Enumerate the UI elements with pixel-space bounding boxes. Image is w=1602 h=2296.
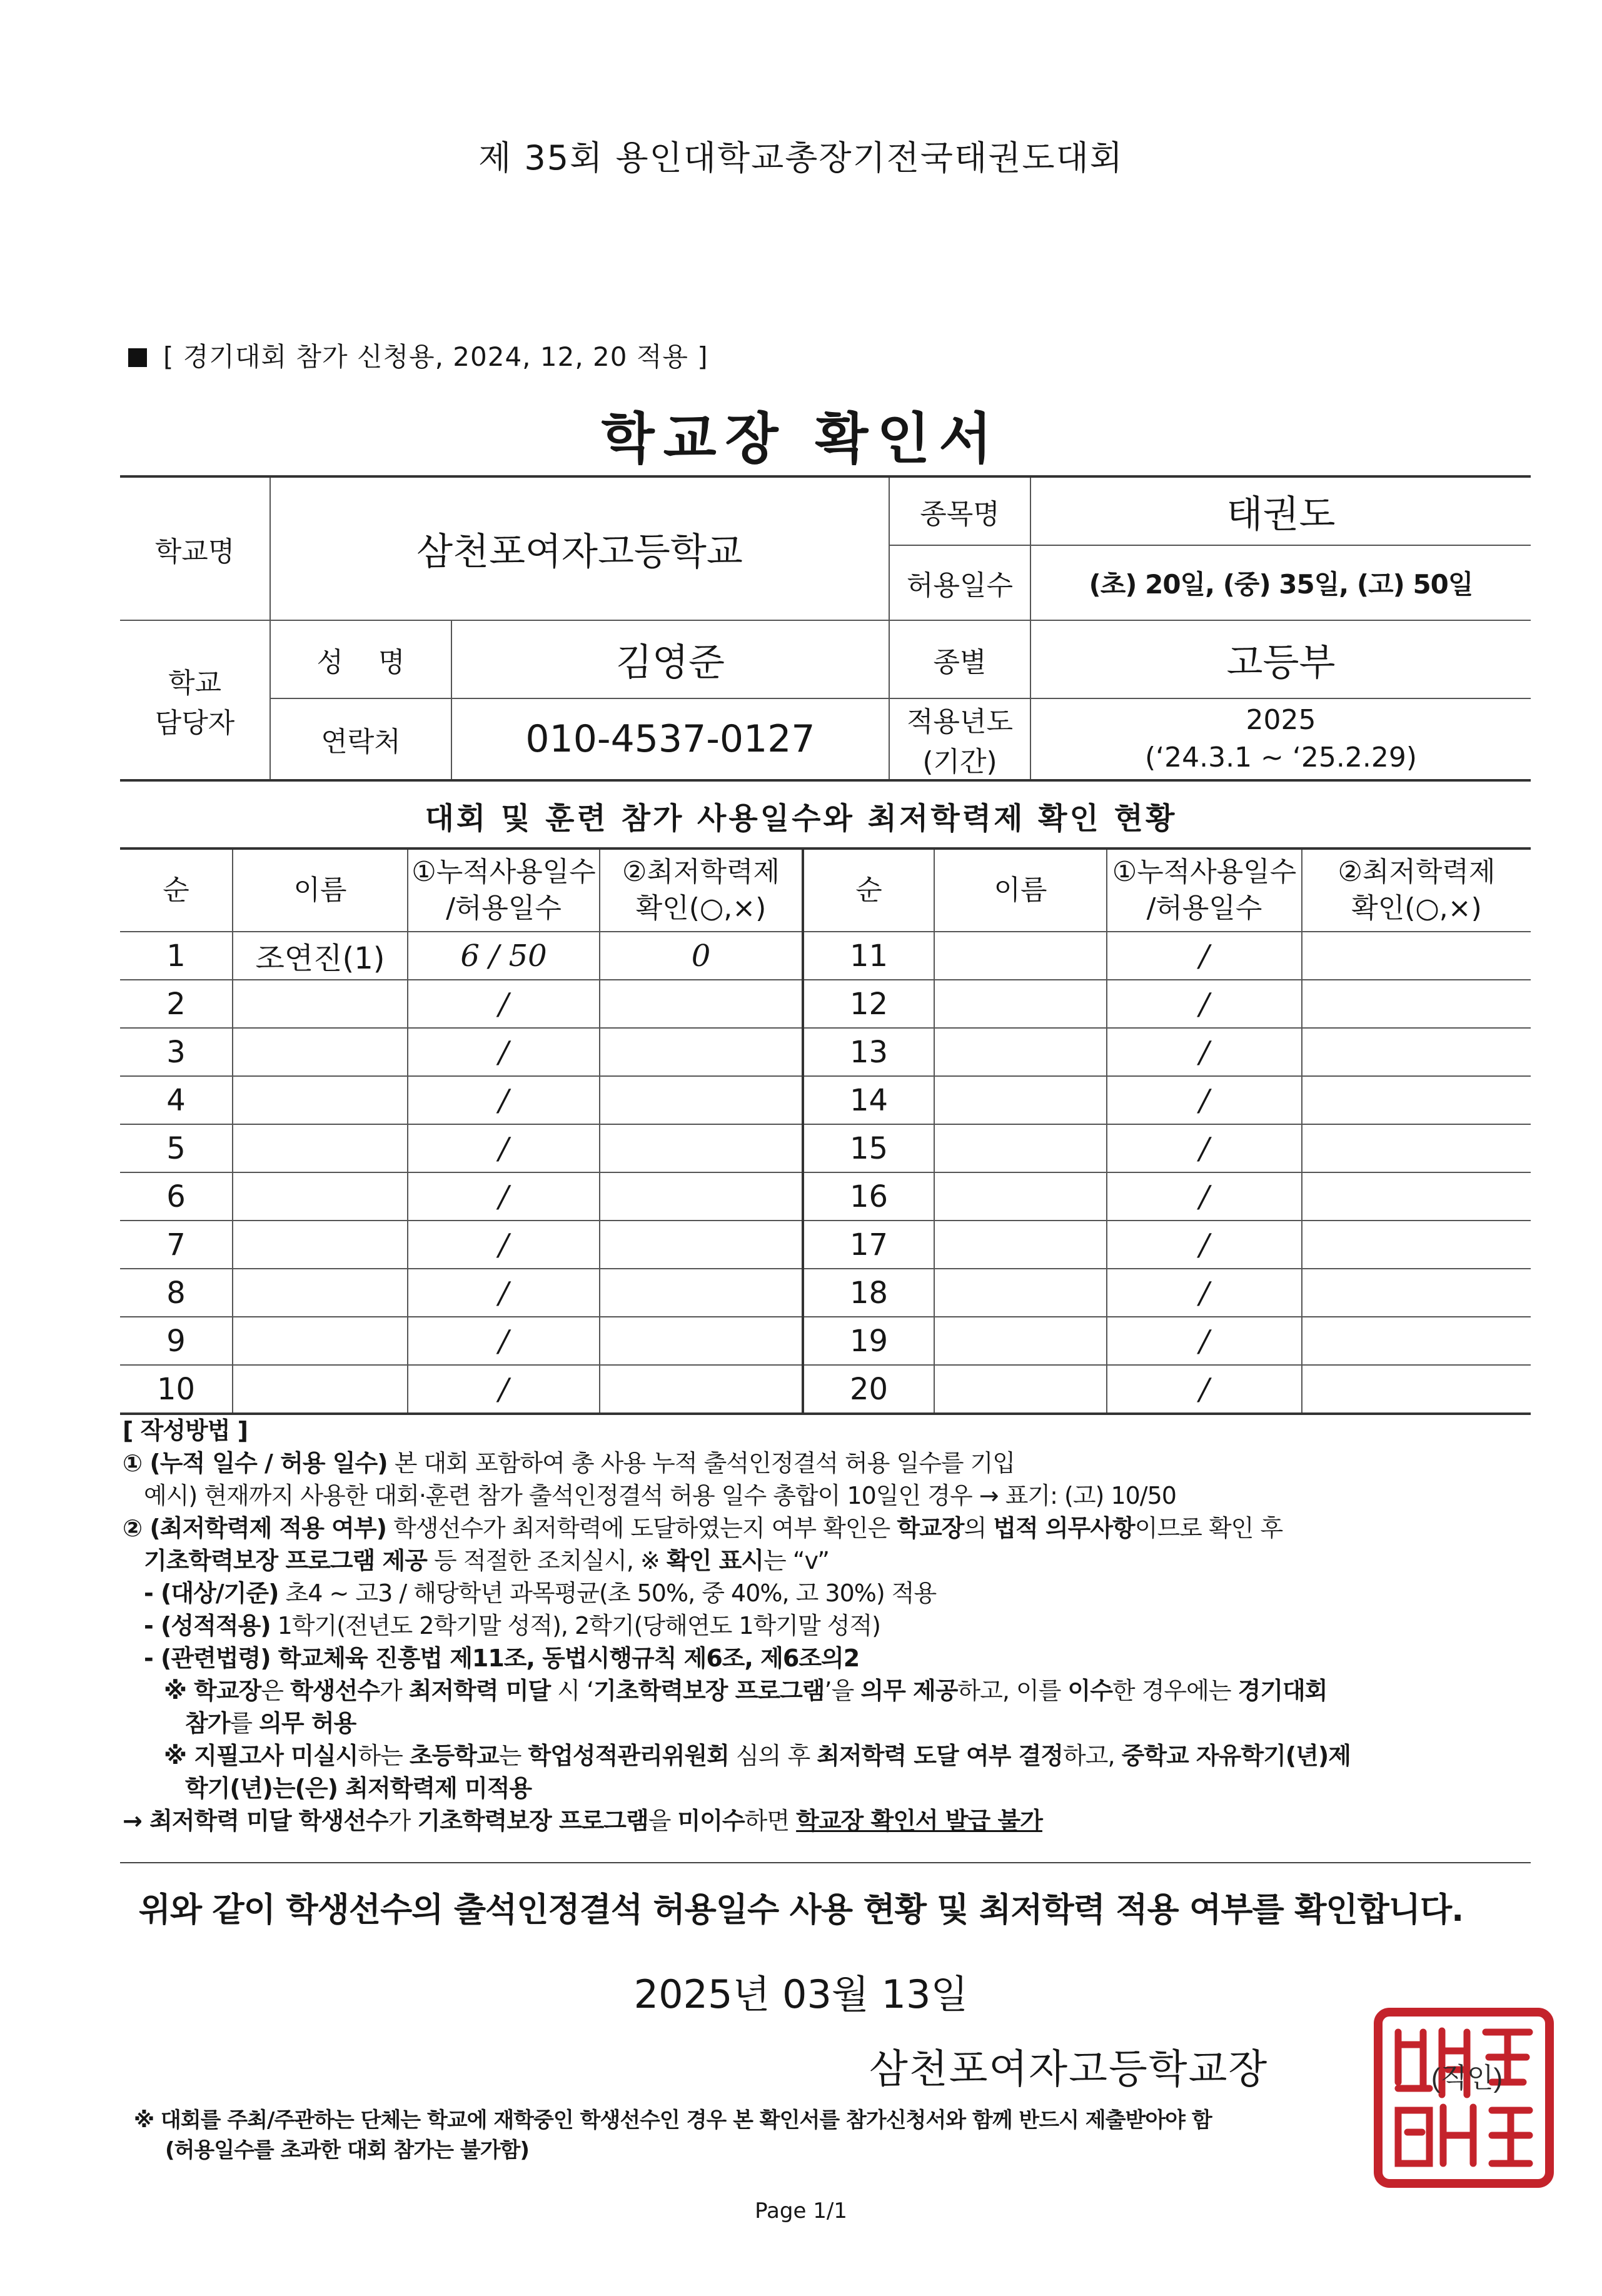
status-header-row [120, 848, 1531, 932]
days-used: / [1107, 1221, 1302, 1269]
days-used: / [408, 1365, 600, 1414]
footnote [134, 2105, 1212, 2165]
col-days-header-2 [1107, 848, 1302, 932]
student-name [934, 1365, 1107, 1414]
manager-label-line1: 학교 [168, 667, 221, 699]
method-l10-h: 하고, [1063, 1742, 1122, 1770]
method-l10-g: 최저학력 도달 여부 결정 [817, 1742, 1064, 1770]
method-l12-f: 하면 [744, 1807, 797, 1835]
days-used: / [1107, 1365, 1302, 1414]
days-used: / [1107, 1076, 1302, 1124]
form-note-text: [ 경기대회 참가 신청용, 2024, 12, 20 적용 ] [163, 341, 708, 372]
method-l8-c: 학생선수 [290, 1677, 380, 1704]
days-used: / [408, 980, 600, 1028]
year-label-line2: (기간) [922, 746, 997, 778]
writing-method [123, 1414, 1536, 1837]
row-number: 4 [120, 1076, 233, 1124]
days-used: / [1107, 1028, 1302, 1076]
col-name-header: 이름 [233, 848, 408, 932]
student-name [934, 932, 1107, 980]
table-row [120, 1365, 1531, 1414]
col-days-line1: ①누적사용일수 [411, 856, 596, 888]
table-row [120, 1124, 1531, 1172]
method-line-2: 예시) 현재까지 사용한 대회·훈련 참가 출석인정결석 허용 일수 총합이 10일인 경우 → 표기: (고) 10/50 [144, 1482, 1176, 1509]
method-l4-bold2: 확인 표시 [666, 1547, 764, 1574]
method-l8-e: 최저학력 미달 [408, 1677, 551, 1704]
student-name [233, 1028, 408, 1076]
method-l10-f: 심의 후 [728, 1742, 817, 1770]
student-name [233, 1221, 408, 1269]
method-line-3 [123, 1512, 1536, 1544]
method-l12-g: 학교장 확인서 발급 불가 [796, 1807, 1042, 1835]
method-l4-bold: 기초학력보장 프로그램 제공 [144, 1547, 427, 1574]
method-l8-a: ※ 학교장 [164, 1677, 261, 1704]
method-l3-text: 학생선수가 최저학력에 도달하였는지 여부 확인은 [386, 1514, 897, 1542]
method-l8-j: 하고, 이를 [957, 1677, 1068, 1704]
method-line-5 [123, 1577, 1536, 1609]
year-period: (‘24.3.1 ~ ‘25.2.29) [1144, 742, 1418, 773]
square-bullet-icon [128, 348, 147, 367]
row-number: 20 [803, 1365, 934, 1414]
academic-check [600, 980, 803, 1028]
table-row [120, 1172, 1531, 1221]
method-l3-bold: ② (최저학력제 적용 여부) [123, 1514, 386, 1542]
student-name: 조연진(1) [233, 932, 408, 980]
row-number: 9 [120, 1317, 233, 1365]
manager-name: 김영준 [451, 620, 889, 698]
student-name [233, 1365, 408, 1414]
row-number: 18 [803, 1269, 934, 1317]
days-used: / [1107, 1172, 1302, 1221]
col-check-header-2 [1302, 848, 1531, 932]
method-l9-c: 의무 허용 [259, 1709, 356, 1737]
student-name [233, 1317, 408, 1365]
allowed-days-label: 허용일수 [889, 545, 1030, 620]
year-label [889, 698, 1030, 780]
issue-date: 2025년 03월 13일 [633, 1971, 969, 2017]
school-name: 삼천포여자고등학교 [270, 476, 889, 620]
row-number: 15 [803, 1124, 934, 1172]
student-name [934, 1124, 1107, 1172]
method-l12-a: → 최저학력 미달 학생선수 [123, 1807, 388, 1835]
academic-check [1302, 1172, 1531, 1221]
table-row [120, 1269, 1531, 1317]
student-name [934, 1317, 1107, 1365]
table-row [120, 1076, 1531, 1124]
academic-check [1302, 1317, 1531, 1365]
manager-label [120, 620, 270, 780]
info-table [120, 475, 1531, 782]
table-row [120, 1317, 1531, 1365]
days-used: / [1107, 1124, 1302, 1172]
method-l8-l: 한 경우에는 [1112, 1677, 1238, 1704]
student-name [934, 980, 1107, 1028]
academic-check [1302, 1076, 1531, 1124]
row-number: 16 [803, 1172, 934, 1221]
academic-check [600, 1076, 803, 1124]
academic-check [1302, 980, 1531, 1028]
method-l8-b: 은 [261, 1677, 291, 1704]
method-l12-c: 기초학력보장 프로그램 [417, 1807, 648, 1835]
row-number: 7 [120, 1221, 233, 1269]
table-row [120, 1028, 1531, 1076]
col-days-line1-2: ①누적사용일수 [1112, 856, 1297, 888]
sport-value: 태권도 [1030, 476, 1531, 545]
academic-check [1302, 1028, 1531, 1076]
method-l3-text3: 이므로 확인 후 [1134, 1514, 1283, 1542]
year-label-line1: 적용년도 [906, 706, 1013, 738]
year-number: 2025 [1246, 704, 1316, 736]
allowed-days-value: (초) 20일, (중) 35일, (고) 50일 [1030, 545, 1531, 620]
method-l6-text: 1학기(전년도 2학기말 성적), 2학기(당해연도 1학기말 성적) [270, 1612, 881, 1639]
footnote-line-1: ※ 대회를 주최/주관하는 단체는 학교에 재학중인 학생선수인 경우 본 확인서를 참가신청서와 함께 반드시 제출받아야 함 [134, 2108, 1212, 2133]
col-check-header [600, 848, 803, 932]
form-note [128, 336, 708, 374]
row-number: 10 [120, 1365, 233, 1414]
method-l8-m: 경기대회 [1237, 1677, 1327, 1704]
method-l12-e: 미이수 [677, 1807, 745, 1835]
col-check-line1: ②최저학력제 [622, 856, 780, 888]
method-line-12 [123, 1805, 1536, 1837]
row-number: 8 [120, 1269, 233, 1317]
method-l4-text: 등 적절한 조치실시, ※ [426, 1547, 667, 1574]
method-l3-text2: 의 [964, 1514, 994, 1542]
method-l10-e: 학업성적관리위원회 [528, 1742, 729, 1770]
academic-check [600, 1028, 803, 1076]
division-label: 종별 [889, 620, 1030, 698]
footnote-line-2: (허용일수를 초과한 대회 참가는 불가함) [165, 2138, 529, 2163]
method-l6-bold: - (성적적용) [144, 1612, 271, 1639]
student-name [934, 1221, 1107, 1269]
row-number: 3 [120, 1028, 233, 1076]
student-name [233, 1076, 408, 1124]
event-title: 제 35회 용인대학교총장기전국태권도대회 [478, 138, 1124, 178]
table-row [120, 980, 1531, 1028]
method-l5-bold: - (대상/기준) [144, 1579, 279, 1607]
method-l12-d: 을 [648, 1807, 678, 1835]
student-name [233, 1124, 408, 1172]
method-line-10 [123, 1740, 1536, 1772]
academic-check [1302, 1269, 1531, 1317]
academic-check [600, 1365, 803, 1414]
method-l5-text: 초4 ~ 고3 / 해당학년 과목평균(초 50%, 중 40%, 고 30%) 적용 [278, 1579, 937, 1607]
days-used: / [1107, 980, 1302, 1028]
table-row [120, 1221, 1531, 1269]
method-line-1 [123, 1447, 1536, 1479]
col-check-line2: 확인(○,×) [635, 892, 767, 924]
year-value [1030, 698, 1531, 780]
name-label: 성 명 [270, 620, 451, 698]
row-number: 2 [120, 980, 233, 1028]
student-name [233, 980, 408, 1028]
manager-label-line2: 담당자 [154, 707, 235, 739]
method-line-11: 학기(년)는(은) 최저학력제 미적용 [185, 1775, 532, 1802]
days-used: 6 / 50 [408, 932, 600, 980]
method-line-7: - (관련법령) 학교체육 진흥법 제11조, 동법시행규칙 제6조, 제6조의2 [144, 1644, 860, 1672]
method-l9-b: 를 [229, 1709, 259, 1737]
method-l8-f: 시 ‘ [550, 1677, 594, 1704]
contact-value: 010-4537-0127 [451, 698, 889, 780]
method-line-4 [123, 1544, 1536, 1577]
method-l1-bold: ① (누적 일수 / 허용 일수) [123, 1449, 388, 1477]
method-l1-text: 본 대회 포함하여 총 사용 누적 출석인정결석 허용 일수를 기입 [387, 1449, 1015, 1477]
method-l8-k: 이수 [1067, 1677, 1112, 1704]
page-title: 학교장 확인서 [601, 406, 1001, 471]
student-name [233, 1269, 408, 1317]
method-l8-g: 기초학력보장 프로그램 [593, 1677, 825, 1704]
days-used: / [408, 1124, 600, 1172]
days-used: / [408, 1269, 600, 1317]
school-name-label: 학교명 [120, 476, 270, 620]
seal-note: (직인) [1431, 2063, 1503, 2093]
row-number: 1 [120, 932, 233, 980]
status-table [120, 847, 1531, 1415]
method-l8-h: ’을 [824, 1677, 861, 1704]
method-l10-c: 초등학교 [409, 1742, 499, 1770]
method-line-6 [123, 1609, 1536, 1642]
method-l10-b: 하는 [358, 1742, 410, 1770]
seal-glyphs [1398, 2031, 1529, 2163]
method-l8-i: 의무 제공 [860, 1677, 958, 1704]
official-seal [1373, 2007, 1554, 2188]
method-l12-b: 가 [388, 1807, 418, 1835]
row-number: 11 [803, 932, 934, 980]
academic-check [600, 1221, 803, 1269]
method-line-8 [123, 1674, 1536, 1707]
page-number: Page 1/1 [755, 2198, 847, 2223]
days-used: / [408, 1076, 600, 1124]
col-days-header [408, 848, 600, 932]
academic-check: 0 [600, 932, 803, 980]
row-number: 5 [120, 1124, 233, 1172]
status-title: 대회 및 훈련 참가 사용일수와 최저학력제 확인 현황 [425, 801, 1177, 836]
method-l10-d: 는 [498, 1742, 528, 1770]
contact-label: 연락처 [270, 698, 451, 780]
col-check-line2-2: 확인(○,×) [1351, 892, 1482, 924]
col-no-header: 순 [120, 848, 233, 932]
days-used: / [408, 1028, 600, 1076]
row-number: 17 [803, 1221, 934, 1269]
student-name [934, 1076, 1107, 1124]
row-number: 12 [803, 980, 934, 1028]
days-used: / [408, 1221, 600, 1269]
academic-check [1302, 1124, 1531, 1172]
student-name [233, 1172, 408, 1221]
sport-label: 종목명 [889, 476, 1030, 545]
row-number: 13 [803, 1028, 934, 1076]
col-check-line1-2: ②최저학력제 [1338, 856, 1496, 888]
student-name [934, 1172, 1107, 1221]
row-number: 19 [803, 1317, 934, 1365]
confirmation-statement: 위와 같이 학생선수의 출석인정결석 허용일수 사용 현황 및 최저학력 적용 여부를 확인합니다. [138, 1891, 1464, 1929]
academic-check [600, 1317, 803, 1365]
student-name [934, 1028, 1107, 1076]
method-heading: [ 작성방법 ] [123, 1417, 248, 1444]
table-row [120, 932, 1531, 980]
division-value: 고등부 [1030, 620, 1531, 698]
method-l3-bold3: 법적 의무사항 [993, 1514, 1135, 1542]
col-days-line2: /허용일수 [446, 892, 562, 924]
academic-check [600, 1172, 803, 1221]
method-line-9 [123, 1707, 1536, 1740]
days-used: / [1107, 1269, 1302, 1317]
method-l10-a: ※ 지필고사 미실시 [164, 1742, 358, 1770]
academic-check [600, 1269, 803, 1317]
row-number: 6 [120, 1172, 233, 1221]
method-l8-d: 가 [379, 1677, 409, 1704]
principal-name: 삼천포여자고등학교장 [869, 2047, 1269, 2093]
method-l10-i: 중학교 자유학기(년)제 [1121, 1742, 1351, 1770]
method-l3-bold2: 학교장 [897, 1514, 964, 1542]
days-used: / [408, 1172, 600, 1221]
academic-check [1302, 1221, 1531, 1269]
days-used: / [1107, 1317, 1302, 1365]
days-used: / [408, 1317, 600, 1365]
academic-check [600, 1124, 803, 1172]
student-name [934, 1269, 1107, 1317]
col-days-line2-2: /허용일수 [1146, 892, 1262, 924]
academic-check [1302, 1365, 1531, 1414]
row-number: 14 [803, 1076, 934, 1124]
method-l9-a: 참가 [185, 1709, 230, 1737]
col-name-header-2: 이름 [934, 848, 1107, 932]
method-l4-text2: 는 “v” [763, 1547, 829, 1574]
section-divider [120, 1862, 1531, 1863]
days-used: / [1107, 932, 1302, 980]
academic-check [1302, 932, 1531, 980]
col-no-header-2: 순 [803, 848, 934, 932]
